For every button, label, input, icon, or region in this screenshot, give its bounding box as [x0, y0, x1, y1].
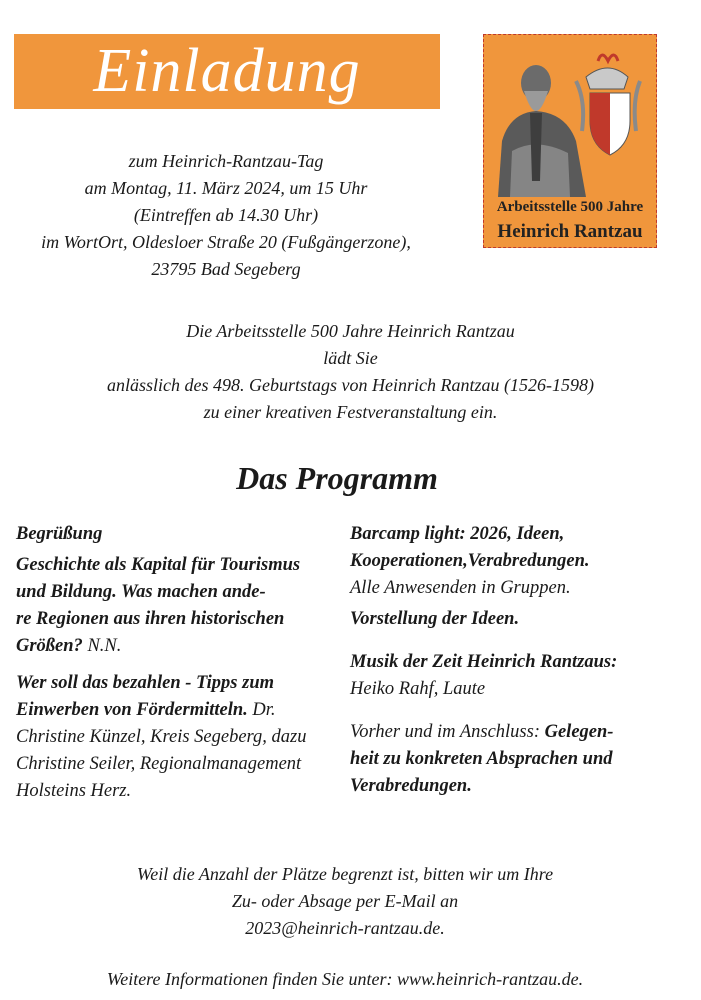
rsvp-line: Zu- oder Absage per E-Mail an [231, 891, 459, 911]
intro-line: anlässlich des 498. Geburtstags von Heinrich Rantzau (1526-1598) [107, 375, 594, 395]
program-item-line: heit zu konkreten Absprachen und [350, 749, 613, 769]
program-item-line: Verabredungen. [350, 776, 472, 796]
program-item-music [350, 649, 685, 703]
program-item-funding [16, 670, 352, 805]
logo-box [483, 34, 657, 248]
rsvp-email: 2023@heinrich-rantzau.de. [245, 918, 445, 938]
program-item-history [16, 552, 352, 660]
program-item-line: und Bildung. Was machen ande- [16, 582, 266, 602]
program-item-subtext: Heiko Rahf, Laute [350, 679, 486, 699]
program-right-column [350, 521, 685, 800]
program-item-line: Einwerben von Fördermitteln. [16, 700, 248, 720]
rsvp-line: Weil die Anzahl der Plätze begrenzt ist, bitten wir um Ihre [136, 864, 554, 884]
logo-text-line1: Arbeitsstelle 500 Jahre [496, 199, 644, 215]
program-item-subtext: Alle Anwesenden in Gruppen. [350, 578, 571, 598]
invitation-arrival: (Eintreffen ab 14.30 Uhr) [133, 205, 319, 225]
program-left-column [16, 521, 352, 805]
invitation-city: 23795 Bad Segeberg [151, 259, 301, 279]
speaker-name: Holsteins Herz. [16, 781, 132, 801]
intro-line: lädt Sie [323, 348, 378, 368]
page-title: Einladung [93, 37, 361, 105]
invitation-location: im WortOrt, Oldesloer Straße 20 (Fußgängerzone), [41, 232, 411, 252]
program-item-line: Musik der Zeit Heinrich Rantzaus: [350, 652, 618, 672]
program-item-line: re Regionen aus ihren historischen [16, 609, 285, 629]
rsvp-note [0, 861, 690, 942]
speaker-name: Christine Künzel, Kreis Segeberg, dazu [16, 727, 307, 747]
intro-line: zu einer kreativen Festveranstaltung ein. [203, 402, 498, 422]
program-item-subtext: Vorher und im Anschluss: [350, 722, 545, 742]
program-item-line: Geschichte als Kapital für Tourismus [16, 555, 301, 575]
program-item-barcamp [350, 521, 685, 602]
program-item-networking [350, 719, 685, 800]
portrait-image [490, 41, 650, 197]
speaker-name: N.N. [82, 636, 122, 656]
intro-text [0, 318, 701, 426]
invitation-details [0, 148, 452, 283]
logo-text-line2: Heinrich Rantzau [497, 221, 643, 242]
program-heading: Das Programm [236, 460, 438, 496]
program-item-presentation: Vorstellung der Ideen. [350, 609, 520, 629]
speaker-name: Dr. [247, 700, 276, 720]
program-item-line: Gelegen- [544, 722, 614, 742]
more-info-link: Weitere Informationen finden Sie unter: www.heinrich-rantzau.de. [106, 969, 584, 989]
title-banner [14, 34, 440, 109]
program-item-line: Wer soll das bezahlen - Tipps zum [16, 673, 274, 693]
intro-line: Die Arbeitsstelle 500 Jahre Heinrich Rantzau [186, 321, 515, 341]
speaker-name: Christine Seiler, Regionalmanagement [16, 754, 302, 774]
program-item-welcome: Begrüßung [16, 524, 103, 544]
program-item-line: Barcamp light: 2026, Ideen, [350, 524, 565, 544]
program-item-line: Größen? [16, 636, 83, 656]
invitation-line: zum Heinrich-Rantzau-Tag [128, 151, 324, 171]
invitation-date: am Montag, 11. März 2024, um 15 Uhr [84, 178, 368, 198]
program-item-line: Kooperationen,Verabredungen. [350, 551, 590, 571]
